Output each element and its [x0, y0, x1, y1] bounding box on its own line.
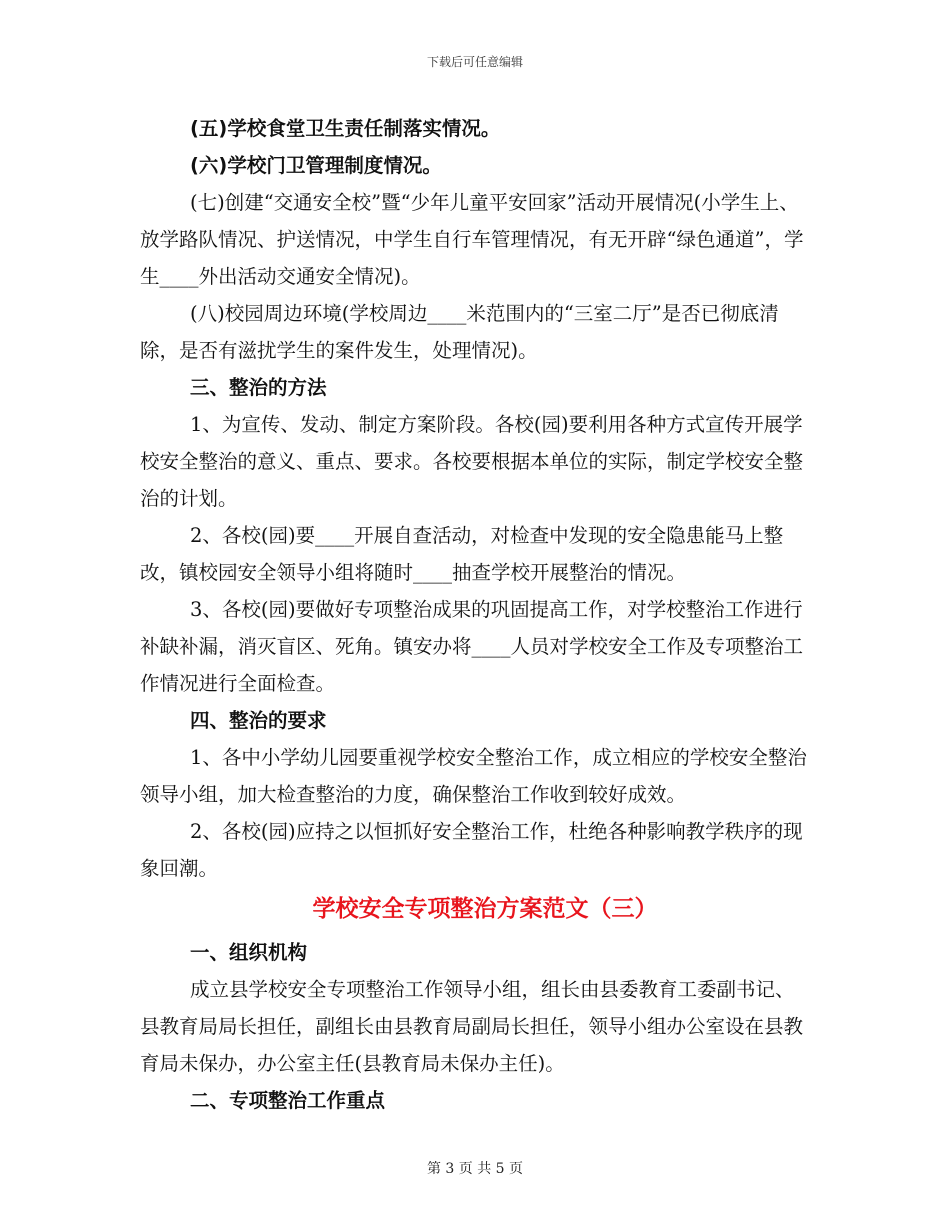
document-body: [140, 110, 810, 1119]
organization-text: 成立县学校安全专项整治工作领导小组，组长由县委教育工委副书记、县教育局局长担任，副组长由县教育局副局长担任，领导小组办公室设在县教育局未保办，办公室主任(县教育局未保办主任)。: [140, 978, 804, 1075]
section-item-6: (六)学校门卫管理制度情况。: [190, 154, 442, 177]
heading-organization: 一、组织机构: [190, 941, 308, 964]
method-3: 3、各校(园)要做好专项整治成果的巩固提高工作，对学校整治工作进行补缺补漏，消灭盲区、死角。镇安办将____人员对学校安全工作及专项整治工作情况进行全面检查。: [140, 598, 804, 695]
section-item-7: (七)创建“交通安全校”暨“少年儿童平安回家”活动开展情况(小学生上、放学路队情况、护送情况，中学生自行车管理情况，有无开辟“绿色通道”，学生____外出活动交通安全情况)。: [140, 191, 804, 288]
heading-requirements: 四、整治的要求: [190, 709, 327, 732]
heading-methods: 三、整治的方法: [190, 376, 327, 399]
page-footer: 第 3 页 共 5 页: [426, 1161, 524, 1177]
document-title: 学校安全专项整治方案范文（三）: [312, 896, 658, 922]
section-item-5: (五)学校食堂卫生责任制落实情况。: [190, 117, 501, 140]
requirement-2: 2、各校(园)应持之以恒抓好安全整治工作，杜绝各种影响教学秩序的现象回潮。: [140, 820, 803, 880]
method-2: 2、各校(园)要____开展自查活动，对检查中发现的安全隐患能马上整改，镇校园安全领导小组将随时____抽查学校开展整治的情况。: [140, 524, 784, 584]
page-header: 下载后可任意编辑: [426, 55, 523, 69]
section-item-8: (八)校园周边环境(学校周边____米范围内的“三室二厅”是否已彻底清除，是否有滋扰学生的案件发生，处理情况)。: [140, 302, 779, 362]
requirement-1: 1、各中小学幼儿园要重视学校安全整治工作，成立相应的学校安全整治领导小组，加大检查整治的力度，确保整治工作收到较好成效。: [140, 746, 807, 806]
heading-key-points: 二、专项整治工作重点: [190, 1089, 386, 1112]
method-1: 1、为宣传、发动、制定方案阶段。各校(园)要利用各种方式宣传开展学校安全整治的意义、重点、要求。各校要根据本单位的实际，制定学校安全整治的计划。: [140, 413, 804, 510]
